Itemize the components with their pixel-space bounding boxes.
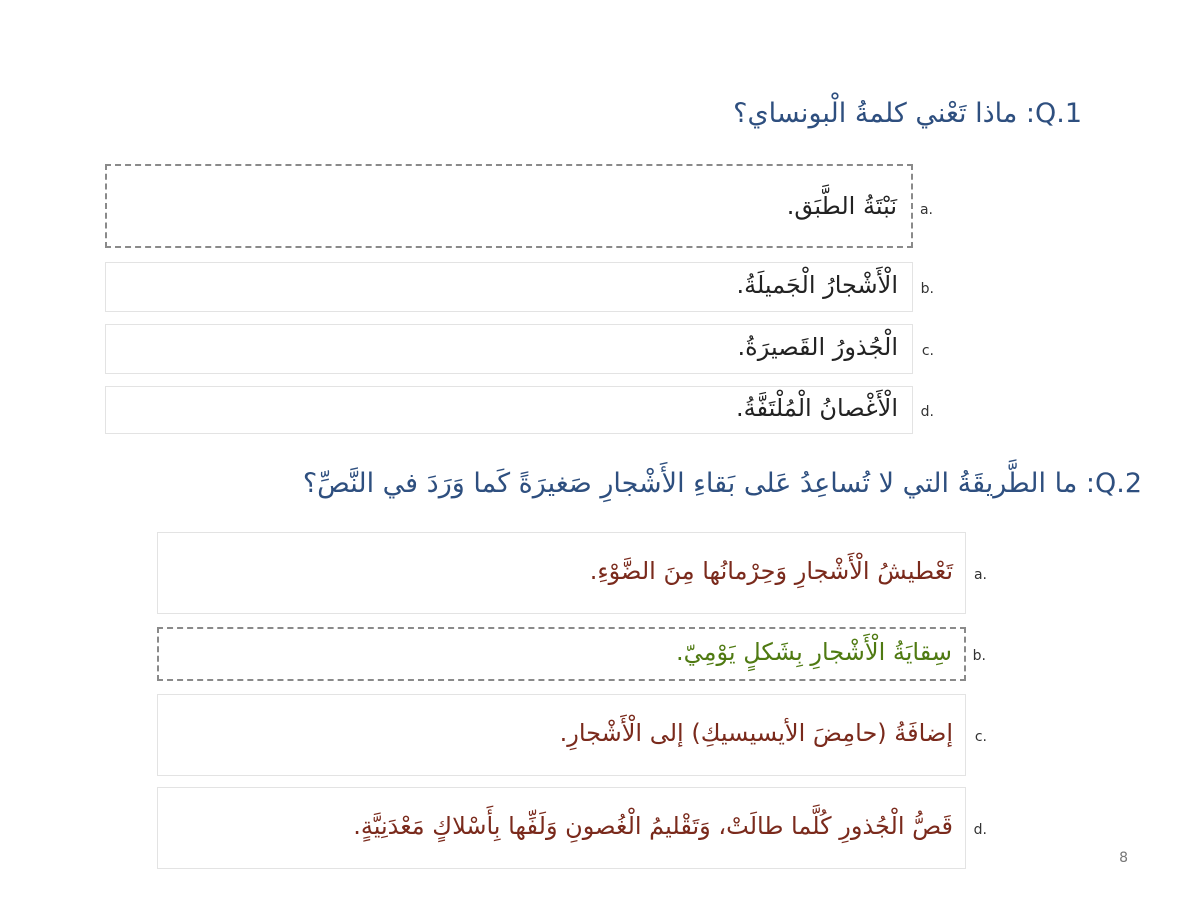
q1-option-c[interactable] [105, 324, 934, 374]
question-1-label: Q.1: ماذا تَعْني كلمةُ الْبونساي؟ [733, 98, 1082, 129]
q1-option-a[interactable] [105, 164, 933, 248]
q2-option-b[interactable] [157, 627, 986, 681]
q1-option-d-letter: d. [920, 404, 934, 420]
q2-option-a-text: تَعْطيشُ الْأَشْجارِ وَحِرْمانُها مِنَ الضَّوْءِ. [589, 557, 953, 585]
q1-option-c-text: الْجُذورُ القَصيرَةُ. [737, 333, 898, 361]
q1-option-d[interactable] [105, 386, 934, 434]
q1-option-b-letter: b. [920, 281, 934, 297]
q2-option-c[interactable] [157, 694, 987, 776]
q2-option-a-letter: a. [973, 567, 987, 583]
q1-option-d-text: الْأَغْصانُ الْمُلْتَفَّةُ. [736, 394, 898, 422]
q1-option-a-text: نَبْتَةُ الطَّبَق. [786, 192, 897, 220]
q2-option-c-letter: c. [974, 729, 987, 745]
question-2-label: Q.2: ما الطَّريقَةُ التي لا تُساعِدُ عَلى بَقاءِ الأَشْجارِ صَغيرَةً كَما وَرَدَ في النَّصِّ؟ [302, 468, 1142, 499]
q1-option-c-letter: c. [921, 343, 934, 359]
page-number: 8 [1119, 850, 1128, 866]
q1-option-b-text: الْأَشْجارُ الْجَميلَةُ. [736, 271, 898, 299]
q2-option-a[interactable] [157, 532, 987, 614]
q2-option-b-letter: b. [972, 648, 986, 664]
q2-option-d-text: قَصُّ الْجُذورِ كُلَّما طالَتْ، وَتَقْليمُ الْغُصونِ وَلَفِّها بِأَسْلاكٍ مَعْدَنِيَّةٍ. [353, 812, 953, 840]
q2-option-d[interactable] [157, 787, 987, 869]
q2-option-d-letter: d. [973, 822, 987, 838]
q2-option-c-text: إضافَةُ (حامِضَ الأيسيسيكِ) إلى الْأَشْجارِ. [559, 719, 953, 747]
q1-option-b[interactable] [105, 262, 934, 312]
q1-option-a-letter: a. [919, 202, 933, 218]
q2-option-b-text: سِقايَةُ الْأَشْجارِ بِشَكلٍ يَوْمِيّ. [676, 638, 952, 666]
